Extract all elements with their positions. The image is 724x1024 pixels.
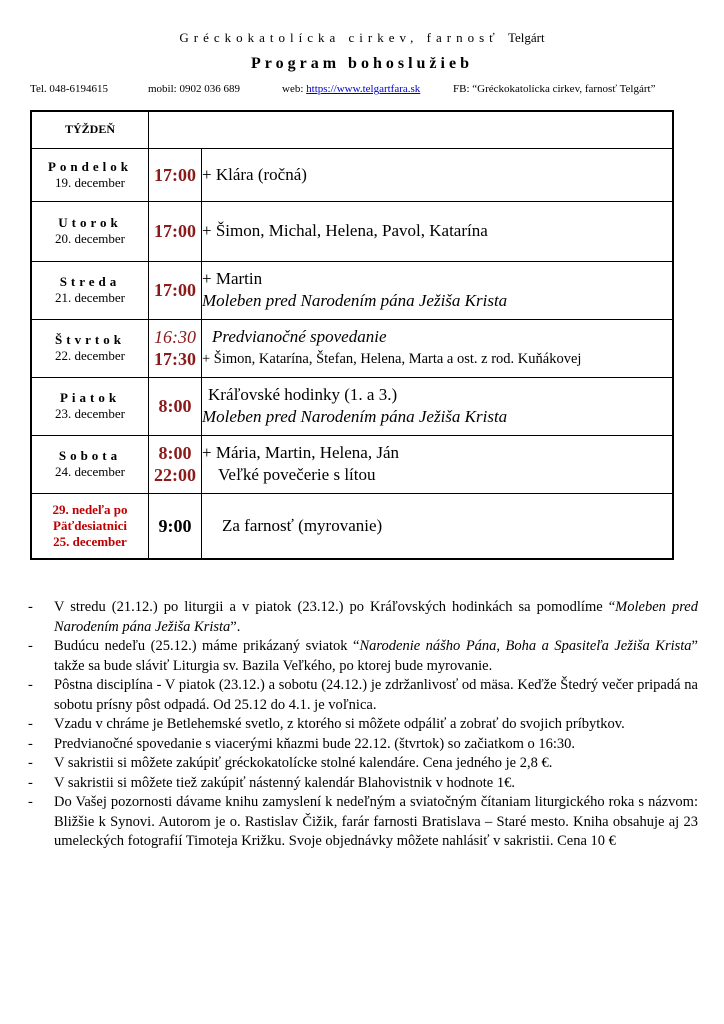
list-item: - V stredu (21.12.) po liturgii a v piatok (23.12.) po Kráľovských hodinkách sa pomodlíme “Moleben pred Narodením pána Ježiša Krista”. (28, 599, 698, 635)
day-cell (31, 148, 149, 201)
day-date: 19. december (54, 174, 126, 190)
day-name: Štvrtok (55, 332, 125, 347)
table-row (31, 201, 673, 261)
contact-mobile: mobil: 0902 036 689 (148, 83, 240, 95)
day-date: 24. december (54, 464, 126, 479)
service-time: 22:00 (154, 465, 196, 485)
day-name-cont: Päťdesiatnici (53, 517, 127, 533)
time-cell (149, 377, 202, 435)
intention: Kráľovské hodinky (1. a 3.) (208, 385, 398, 404)
intention-cell (202, 201, 674, 261)
day-cell (31, 201, 149, 261)
list-item: - V sakristii si môžete zakúpiť gréckokatolícke stolné kalendáre. Cena jedného je 2,8 €. (28, 755, 553, 771)
intention: + Klára (ročná) (202, 164, 307, 184)
service-time: 17:00 (154, 280, 196, 300)
intention: + Martin (202, 269, 263, 288)
intention-moleben: Moleben pred Narodením pána Ježiša Krista (202, 407, 508, 426)
intention: + Mária, Martin, Helena, Ján (202, 443, 399, 462)
list-item: - Do Vašej pozornosti dávame knihu zamyslení k nedeľným a sviatočným čítaniam liturgického roka s názvom: Bližšie k Synovi. Autorom je o. Rastislav Čižik, farár farnosti Bratislava – Staré mesto. Kniha obsahuje aj 23 umeleckých fotografií Timoteja Križku. Svoje objednávky môžete nahlásiť v sakristii. Cena 10 € (28, 794, 698, 849)
service-time: 8:00 (158, 396, 192, 416)
day-cell (31, 261, 149, 319)
table-header-row (31, 111, 673, 148)
table-row (31, 377, 673, 435)
time-cell (149, 148, 202, 201)
day-date: 25. december (53, 533, 127, 549)
time-cell (149, 435, 202, 493)
day-name: Piatok (59, 390, 121, 405)
header-empty-cell (149, 111, 674, 148)
day-name: Utorok (58, 215, 122, 230)
page-title: Program bohoslužieb (251, 55, 473, 72)
list-item: - V sakristii si môžete tiež zakúpiť nástenný kalendár Blahovistnik v hodnote 1€. (28, 774, 515, 791)
table-row (31, 148, 673, 201)
intention: Veľké povečerie s lítou (218, 465, 376, 484)
day-cell (31, 435, 149, 493)
table-row-sunday (31, 493, 673, 559)
website-link[interactable]: https://www.telgartfara.sk (306, 83, 421, 95)
service-time: 8:00 (158, 443, 192, 463)
intention: + Šimon, Katarína, Štefan, Helena, Marta a ost. z rod. Kuňákovej (202, 351, 582, 367)
time-cell (149, 319, 202, 377)
day-name: Pondelok (47, 158, 132, 174)
table-row (31, 319, 673, 377)
service-time: 16:30 (154, 327, 196, 347)
intention-cell (202, 493, 674, 559)
intention-cell (202, 435, 674, 493)
week-label: TÝŽDEŇ (31, 111, 149, 148)
contact-web: web: https://www.telgartfara.sk (282, 83, 421, 95)
contact-facebook: FB: “Gréckokatolícka cirkev, farnosť Telgárt” (453, 83, 656, 95)
intention-cell (202, 148, 674, 201)
day-cell (31, 319, 149, 377)
list-item: - Vzadu v chráme je Betlehemské svetlo, z ktorého si môžete odpáliť a zobrať do svojich príbytkov. (28, 716, 625, 732)
intention-cell (202, 261, 674, 319)
contact-tel: Tel. 048-6194615 (30, 83, 109, 95)
service-time: 17:00 (154, 164, 196, 185)
day-name: 29. nedeľa po (52, 501, 128, 517)
service-time: 17:00 (154, 221, 196, 241)
list-item: - Predvianočné spovedanie s viacerými kňazmi bude 22.12. (štvrtok) so začiatkom o 16:30. (28, 735, 576, 752)
day-cell (31, 493, 149, 559)
schedule-table (30, 110, 674, 560)
list-item: - Pôstna disciplína - V piatok (23.12.) a sobotu (24.12.) je zdržanlivosť od mäsa. Keďže Štedrý večer pripadá na sobotu prísny pôst odpadá. Od 25.12 do 4.1. je voľnica. (28, 677, 698, 713)
intention-moleben: Moleben pred Narodením pána Ježiša Krista (202, 291, 508, 310)
time-cell (149, 261, 202, 319)
list-item: - Budúcu nedeľu (25.12.) máme prikázaný sviatok “Narodenie nášho Pána, Boha a Spasiteľa Ježiša Krista” takže sa bude sláviť Liturgia sv. Bazila Veľkého, po ktorej bude myrovanie. (28, 638, 698, 674)
day-name: Sobota (58, 448, 122, 463)
intention-confession: Predvianočné spovedanie (212, 327, 387, 346)
day-date: 22. december (54, 348, 126, 363)
table-row (31, 261, 673, 319)
day-date: 21. december (54, 290, 126, 305)
day-cell (31, 377, 149, 435)
day-date: 23. december (54, 406, 126, 421)
intention: Za farnosť (myrovanie) (222, 515, 383, 535)
table-row (31, 435, 673, 493)
time-cell (149, 493, 202, 559)
day-date: 20. december (54, 231, 126, 246)
service-time: 17:30 (154, 349, 196, 369)
intention-cell (202, 319, 674, 377)
parish-name: Gréckokatolícka cirkev, farnosť Telgárt (179, 30, 545, 45)
day-name: Streda (59, 274, 121, 289)
intention-cell (202, 377, 674, 435)
service-time: 9:00 (158, 515, 192, 536)
intention: + Šimon, Michal, Helena, Pavol, Katarína (202, 221, 488, 240)
announcements-list (28, 598, 698, 852)
time-cell (149, 201, 202, 261)
